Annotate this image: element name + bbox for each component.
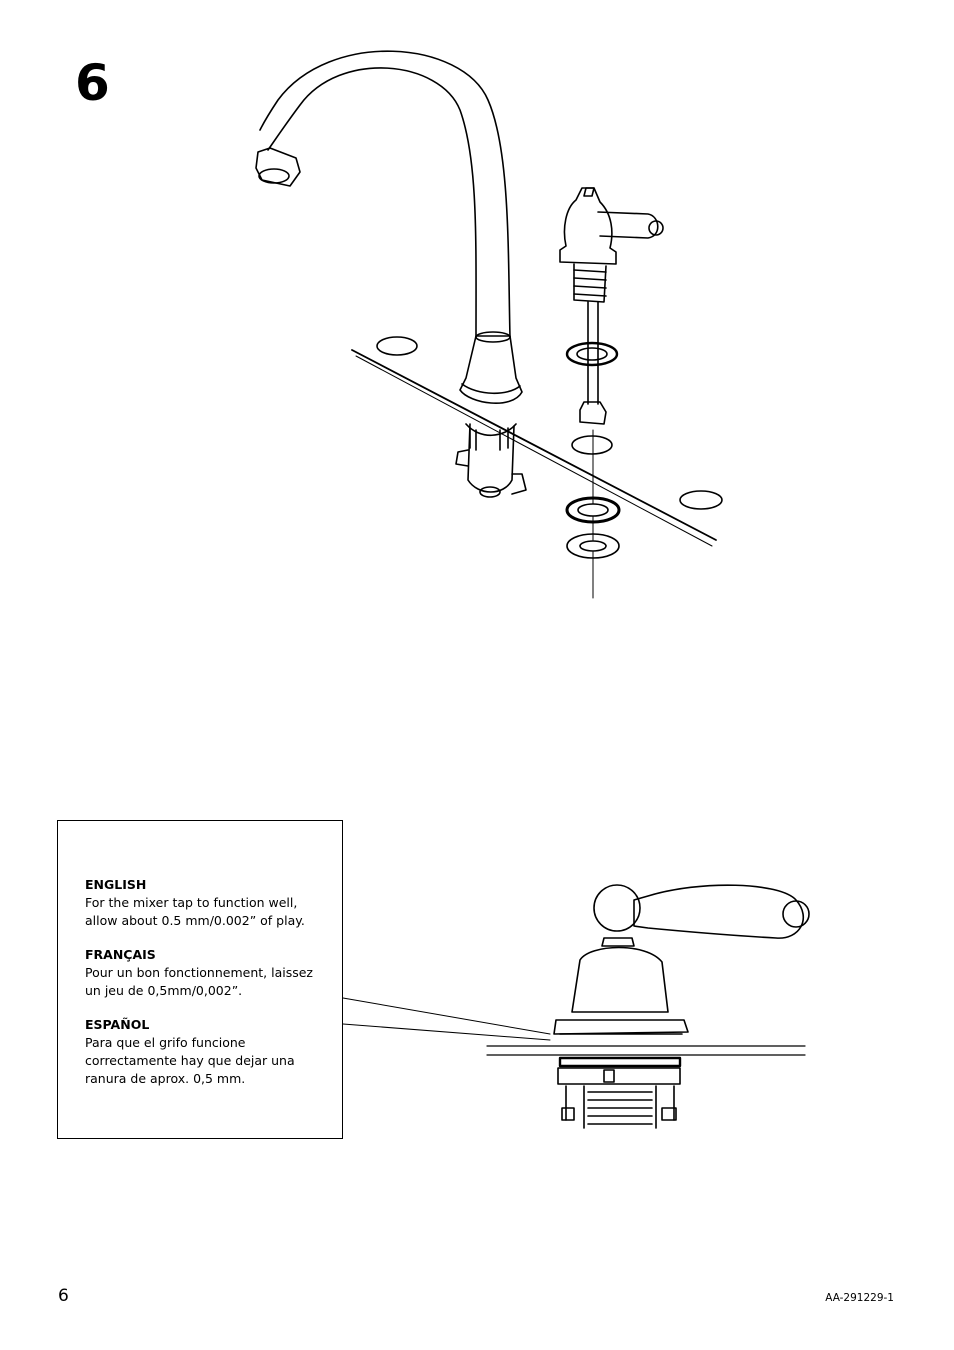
note-spanish-line: ranura de aprox. 0,5 mm. bbox=[85, 1071, 246, 1086]
note-english-title: ENGLISH bbox=[85, 877, 147, 892]
document-code: AA-291229-1 bbox=[825, 1292, 894, 1304]
note-spanish-line: Para que el grifo funcione bbox=[85, 1035, 246, 1050]
page-number: 6 bbox=[58, 1286, 69, 1306]
step-number: 6 bbox=[75, 54, 110, 112]
note-french-line: Pour un bon fonctionnement, laissez bbox=[85, 965, 313, 980]
play-adjustment-note bbox=[57, 820, 343, 1139]
note-english-line: For the mixer tap to function well, bbox=[85, 895, 298, 910]
note-english bbox=[85, 876, 335, 930]
note-english-line: allow about 0.5 mm/0.002” of play. bbox=[85, 913, 305, 928]
note-spanish-line: correctamente hay que dejar una bbox=[85, 1053, 295, 1068]
note-spanish-title: ESPAÑOL bbox=[85, 1017, 150, 1032]
note-french bbox=[85, 946, 335, 1000]
note-french-line: un jeu de 0,5mm/0,002”. bbox=[85, 983, 243, 998]
note-spanish bbox=[85, 1016, 335, 1088]
note-french-title: FRANÇAIS bbox=[85, 947, 156, 962]
